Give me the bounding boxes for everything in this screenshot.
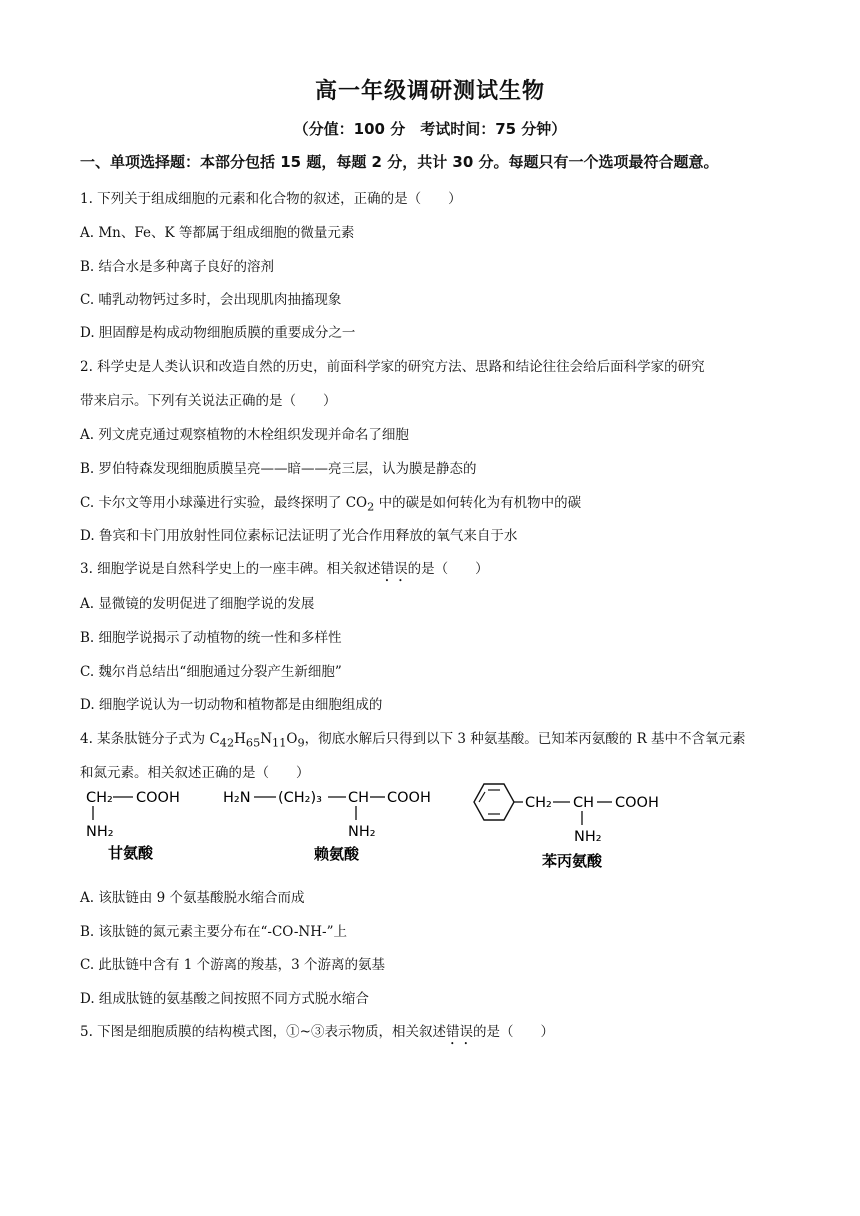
glycine-structure [86, 790, 180, 862]
emphasis-error: 错误 [445, 1024, 473, 1040]
svg-text:CH₂: CH₂ [525, 795, 552, 811]
question-3-option-c: C. 魏尔肖总结出“细胞通过分裂产生新细胞” [80, 664, 342, 680]
phenylalanine-label: 苯丙氨酸 [542, 852, 603, 870]
question-4-option-c: C. 此肽链中含有 1 个游离的羧基，3 个游离的氨基 [80, 957, 385, 973]
question-4-stem-line-1: 4. 某条肽链分子式为 $C_{42}H_{65}N_{11}O_9$，彻底水解后只得到以下 3 种氨基酸。已知苯丙氨酸的 R 基中不含氧元素 [80, 731, 746, 750]
svg-text:COOH: COOH [136, 790, 180, 806]
question-1-option-b: B. 结合水是多种离子良好的溶剂 [80, 259, 275, 275]
emphasis-error: 错误 [380, 561, 408, 577]
lysine-label: 赖氨酸 [314, 845, 360, 863]
exam-info: （分值：100 分 考试时间：75 分钟） [293, 120, 567, 138]
question-4-stem-line-2: 和氮元素。相关叙述正确的是（ ） [80, 765, 310, 781]
svg-text:CH₂: CH₂ [86, 790, 113, 806]
question-1-option-c: C. 哺乳动物钙过多时，会出现肌肉抽搐现象 [80, 292, 342, 308]
question-3-option-d: D. 细胞学说认为一切动物和植物都是由细胞组成的 [80, 697, 383, 713]
question-5-stem: 5. 下图是细胞质膜的结构模式图，①~③表示物质，相关叙述错误的是（ ） [80, 1024, 554, 1040]
svg-text:CH: CH [348, 790, 370, 806]
question-3-option-b: B. 细胞学说揭示了动植物的统一性和多样性 [80, 630, 342, 646]
phenylalanine-structure [474, 784, 659, 870]
question-2-option-b: B. 罗伯特森发现细胞质膜呈亮——暗——亮三层，认为膜是静态的 [80, 461, 477, 477]
section-heading: 一、单项选择题：本部分包括 15 题，每题 2 分，共计 30 分。每题只有一个选项最符合题意。 [80, 153, 719, 171]
question-2-option-d: D. 鲁宾和卡门用放射性同位素标记法证明了光合作用释放的氧气来自于水 [80, 528, 518, 544]
question-1-option-d: D. 胆固醇是构成动物细胞质膜的重要成分之一 [80, 325, 356, 341]
question-3-stem: 3. 细胞学说是自然科学史上的一座丰碑。相关叙述错误的是（ ） [80, 561, 489, 577]
question-1-stem: 1. 下列关于组成细胞的元素和化合物的叙述，正确的是（ ） [80, 191, 462, 207]
page-title: 高一年级调研测试生物 [314, 79, 545, 104]
svg-text:NH₂: NH₂ [574, 829, 602, 845]
question-4-option-a: A. 该肽链由 9 个氨基酸脱水缩合而成 [80, 890, 305, 906]
question-2-option-a: A. 列文虎克通过观察植物的木栓组织发现并命名了细胞 [80, 427, 409, 443]
question-4-option-d: D. 组成肽链的氨基酸之间按照不同方式脱水缩合 [80, 991, 369, 1007]
svg-text:H₂N: H₂N [223, 790, 251, 806]
svg-text:COOH: COOH [615, 795, 659, 811]
svg-text:(CH₂)₃: (CH₂)₃ [278, 790, 322, 806]
svg-text:NH₂: NH₂ [348, 824, 376, 840]
svg-text:NH₂: NH₂ [86, 824, 114, 840]
question-2-stem-line-2: 带来启示。下列有关说法正确的是（ ） [80, 393, 337, 409]
lysine-structure [223, 790, 431, 863]
glycine-label: 甘氨酸 [108, 844, 154, 862]
question-2-option-c: C. 卡尔文等用小球藻进行实验，最终探明了 $CO_2$ 中的碳是如何转化为有机物中的碳 [80, 495, 582, 514]
question-2-stem-line-1: 2. 科学史是人类认识和改造自然的历史，前面科学家的研究方法、思路和结论往往会给后面科学家的研究 [80, 359, 705, 375]
svg-text:COOH: COOH [387, 790, 431, 806]
question-1-option-a: A. Mn、Fe、K 等都属于组成细胞的微量元素 [80, 225, 355, 241]
question-3-option-a: A. 显微镜的发明促进了细胞学说的发展 [80, 596, 315, 612]
question-4-option-b: B. 该肽链的氮元素主要分布在“-CO-NH-”上 [80, 924, 347, 940]
amino-acid-structures [80, 778, 680, 870]
svg-text:CH: CH [573, 795, 595, 811]
